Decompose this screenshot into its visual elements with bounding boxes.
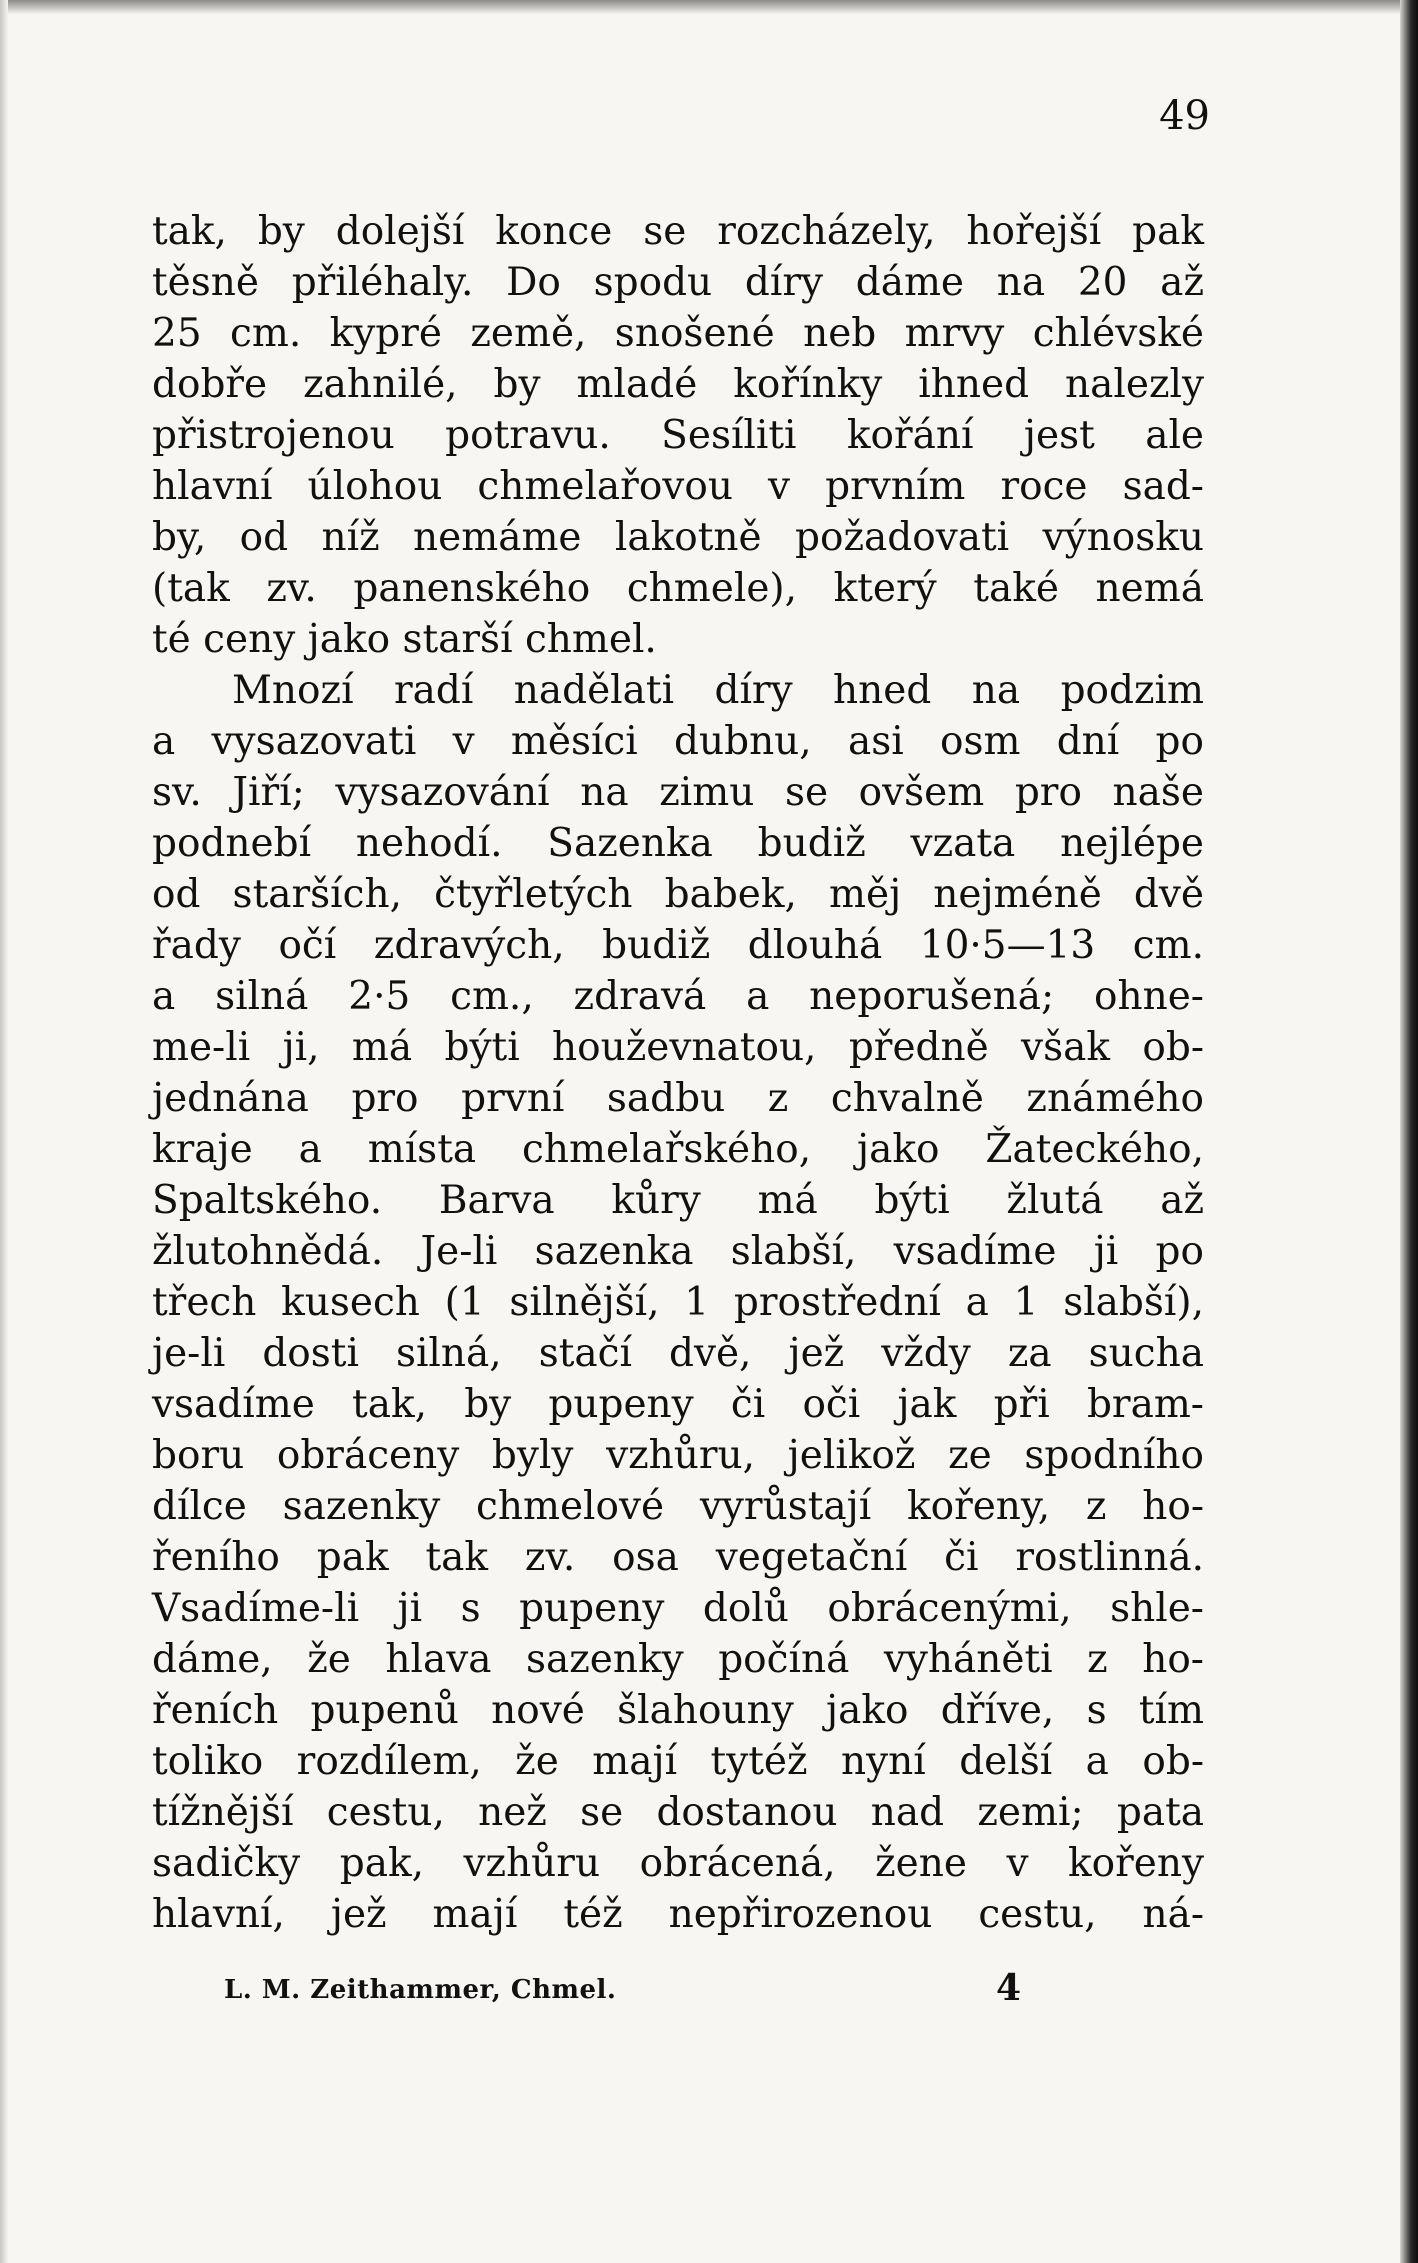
text-line: těsně přiléhaly. Do spodu díry dáme na 20 až (152, 260, 1204, 305)
text-line: dáme, že hlava sazenky počíná vyháněti z ho- (152, 1637, 1204, 1682)
text-line: (tak zv. panenského chmele), který také nemá (152, 566, 1204, 611)
text-line: by, od níž nemáme lakotně požadovati výnosku (152, 515, 1204, 560)
text-line: sadičky pak, vzhůru obrácená, žene v kořeny (152, 1841, 1204, 1886)
text-line: Vsadíme-li ji s pupeny dolů obrácenými, shle- (152, 1586, 1204, 1631)
text-line: třech kusech (1 silnější, 1 prostřední a 1 slabší), (152, 1280, 1204, 1325)
text-line: a silná 2·5 cm., zdravá a neporušená; ohne- (152, 974, 1204, 1019)
page-footer (224, 1967, 1124, 2010)
signature-mark: 4 (996, 1967, 1022, 2009)
text-line: tak, by dolejší konce se rozcházely, hořejší pak (152, 209, 1204, 254)
text-line: té ceny jako starší chmel. (152, 617, 657, 662)
page-number: 49 (1159, 93, 1210, 139)
footer-credit: L. M. Zeithammer, Chmel. (224, 1975, 617, 2005)
text-line: hlavní úlohou chmelařovou v prvním roce sad- (152, 464, 1204, 509)
text-line: podnebí nehodí. Sazenka budiž vzata nejlépe (152, 821, 1204, 866)
text-line: od starších, čtyřletých babek, měj nejméně dvě (152, 872, 1204, 917)
text-line: jednána pro první sadbu z chvalně známého (152, 1076, 1204, 1121)
text-line: dobře zahnilé, by mladé kořínky ihned nalezly (152, 362, 1204, 407)
text-line: boru obráceny byly vzhůru, jelikož ze spodního (152, 1433, 1204, 1478)
text-line: hlavní, jež mají též nepřirozenou cestu, ná- (152, 1892, 1204, 1937)
text-line: žlutohnědá. Je-li sazenka slabší, vsadíme ji po (152, 1229, 1204, 1274)
text-line: Spaltského. Barva kůry má býti žlutá až (152, 1178, 1204, 1223)
text-line: a vysazovati v měsíci dubnu, asi osm dní po (152, 719, 1204, 764)
text-line: řeního pak tak zv. osa vegetační či rostlinná. (152, 1535, 1204, 1580)
page-left-edge-shadow (0, 0, 8, 2263)
page-top-edge-shadow (0, 0, 1418, 14)
text-line: vsadíme tak, by pupeny či oči jak při bram- (152, 1382, 1204, 1427)
text-line: 25 cm. kypré země, snošené neb mrvy chlévské (152, 311, 1204, 356)
text-line: řady očí zdravých, budiž dlouhá 10·5—13 cm. (152, 923, 1204, 968)
text-line: řeních pupenů nové šlahouny jako dříve, s tím (152, 1688, 1204, 1733)
text-line: toliko rozdílem, že mají tytéž nyní delší a ob- (152, 1739, 1204, 1784)
text-line: me-li ji, má býti houževnatou, předně však ob- (152, 1025, 1204, 1070)
text-line: Mnozí radí nadělati díry hned na podzim (232, 668, 1204, 713)
text-line: kraje a místa chmelařského, jako Žateckého, (152, 1127, 1204, 1172)
text-line: sv. Jiří; vysazování na zimu se ovšem pro naše (152, 770, 1204, 815)
text-line: je-li dosti silná, stačí dvě, jež vždy za sucha (152, 1331, 1204, 1376)
text-line: dílce sazenky chmelové vyrůstají kořeny, z ho- (152, 1484, 1204, 1529)
page-right-edge-binding (1400, 0, 1418, 2263)
body-text (152, 206, 1204, 1940)
text-line: přistrojenou potravu. Sesíliti kořání jest ale (152, 413, 1204, 458)
text-line: tížnější cestu, než se dostanou nad zemi; pata (152, 1790, 1204, 1835)
